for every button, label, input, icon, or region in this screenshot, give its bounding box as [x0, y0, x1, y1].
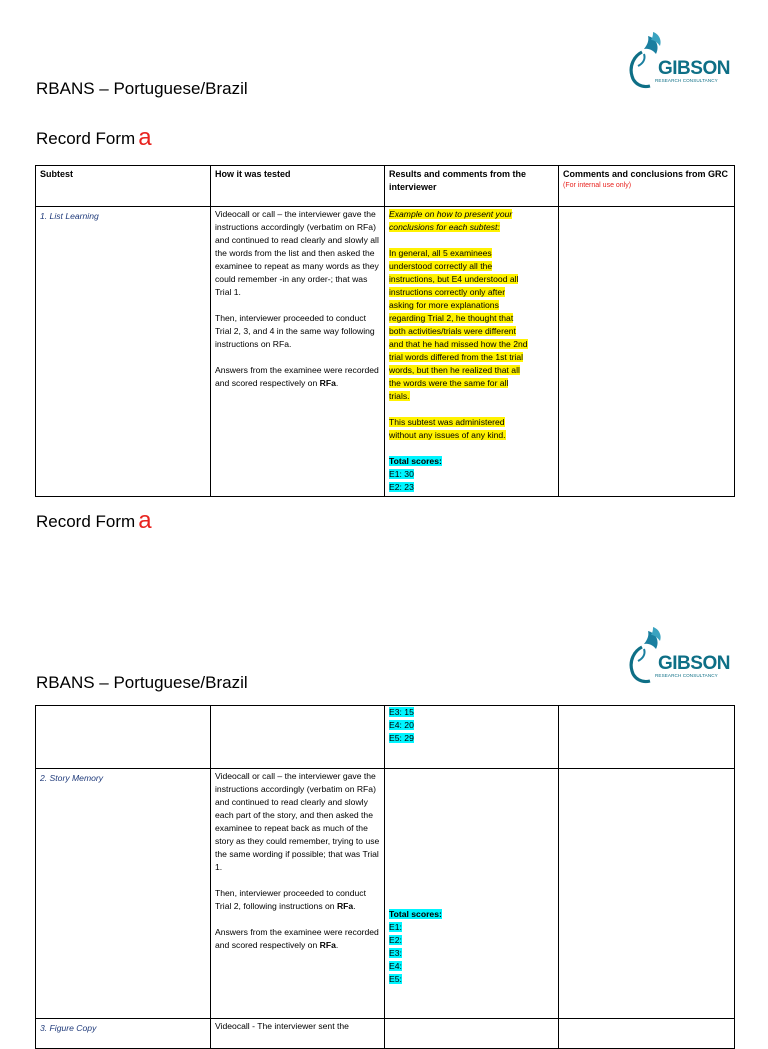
subtest-figure-copy: 3. Figure Copy [40, 1023, 97, 1033]
score-e1: E1: 30 [389, 469, 414, 479]
results-cell [385, 706, 559, 769]
record-form-heading [36, 124, 152, 152]
table-row [36, 207, 735, 497]
logo-wordmark: GIBSON [658, 653, 730, 674]
score-e2: E2: [389, 935, 402, 945]
record-form-label: Record Form [36, 129, 136, 148]
header-results: Results and comments from the interviewer [385, 166, 559, 207]
score-e4: E4: 20 [389, 720, 414, 730]
table-header-row [36, 166, 735, 207]
table-row [36, 769, 735, 1019]
how-paragraph-1: Videocall - The interviewer sent the [215, 1021, 349, 1031]
example-note: Example on how to present your conclusions for each subtest: [389, 209, 513, 232]
score-e2: E2: 23 [389, 482, 414, 492]
how-paragraph-2: Then, interviewer proceeded to conduct Trial 2, following instructions on RFa. [215, 888, 366, 911]
gibson-logo-page2 [626, 625, 730, 691]
score-e4: E4: [389, 961, 402, 971]
admin-comment: This subtest was administered without any issues of any kind. [389, 417, 506, 440]
page2-title: RBANS – Portuguese/Brazil [36, 673, 248, 692]
total-scores-label: Total scores: [389, 456, 442, 466]
subtest-cell [36, 1019, 211, 1049]
how-paragraph-2: Then, interviewer proceeded to conduct Trial 2, 3, and 4 in the same way following instructions on RFa. [215, 313, 375, 349]
score-e5: E5: 29 [389, 733, 414, 743]
how-paragraph-3: Answers from the examinee were recorded and scored respectively on RFa. [215, 927, 379, 950]
total-scores [389, 455, 554, 494]
subtest-list-learning: 1. List Learning [40, 211, 99, 221]
score-e5: E5: [389, 974, 402, 984]
page-title: RBANS – Portuguese/Brazil [36, 79, 248, 98]
logo-wordmark: GIBSON [658, 58, 730, 79]
how-tested-cell [211, 769, 385, 1019]
how-tested-cell [211, 207, 385, 497]
grc-cell [559, 769, 735, 1019]
record-form-footer [36, 507, 152, 535]
gibson-logo [626, 30, 730, 96]
grc-cell [559, 207, 735, 497]
record-form-footer-label: Record Form [36, 512, 136, 531]
total-scores-label: Total scores: [389, 909, 442, 919]
subtest-story-memory: 2. Story Memory [40, 773, 104, 783]
score-e1: E1: [389, 922, 402, 932]
how-tested-cell [211, 1019, 385, 1049]
table-row [36, 1019, 735, 1049]
how-paragraph-1: Videocall or call – the interviewer gave the instructions accordingly (verbatim on RFa) and continued to read clearly and slowly all the words from the list and then asked the examinee to repeat as many words as they could remember -in any order-; that was Trial 1. [215, 209, 379, 297]
logo-tagline: RESEARCH CONSULTANCY [655, 673, 718, 678]
header-how-tested: How it was tested [211, 166, 385, 207]
score-e3: E3: [389, 948, 402, 958]
subtest-cell [36, 207, 211, 497]
grc-internal-note: (For internal use only) [563, 182, 632, 189]
header-grc [559, 166, 735, 207]
record-form-footer-letter: a [138, 507, 152, 534]
table-row [36, 706, 735, 769]
results-table [35, 165, 735, 497]
score-e3: E3: 15 [389, 707, 414, 717]
results-table-continued [35, 705, 735, 1049]
header-grc-label: Comments and conclusions from GRC [563, 169, 729, 179]
results-cell [385, 769, 559, 1019]
how-paragraph-3: Answers from the examinee were recorded and scored respectively on RFa. [215, 365, 379, 388]
how-paragraph-1: Videocall or call – the interviewer gave the instructions accordingly (verbatim on RFa) and continued to read clearly and slowly each part of the story, and then asked the examinee to repeat back as much of the story as they could remember, trying to use the same wording if possible; that was Trial 1. [215, 771, 380, 872]
logo-tagline: RESEARCH CONSULTANCY [655, 78, 718, 83]
subtest-cell [36, 769, 211, 1019]
header-subtest: Subtest [36, 166, 211, 207]
results-cell [385, 207, 559, 497]
record-form-letter: a [138, 124, 152, 151]
general-comment: In general, all 5 examinees understood correctly all the instructions, but E4 understood all instructions correctly only after asking for more explanations regarding Trial 2, he thought that both activities/trials were different and that he had missed how the 2nd trial words differed from the 1st trial words, but then he realized that all the words were the same for all trials. [389, 248, 528, 401]
